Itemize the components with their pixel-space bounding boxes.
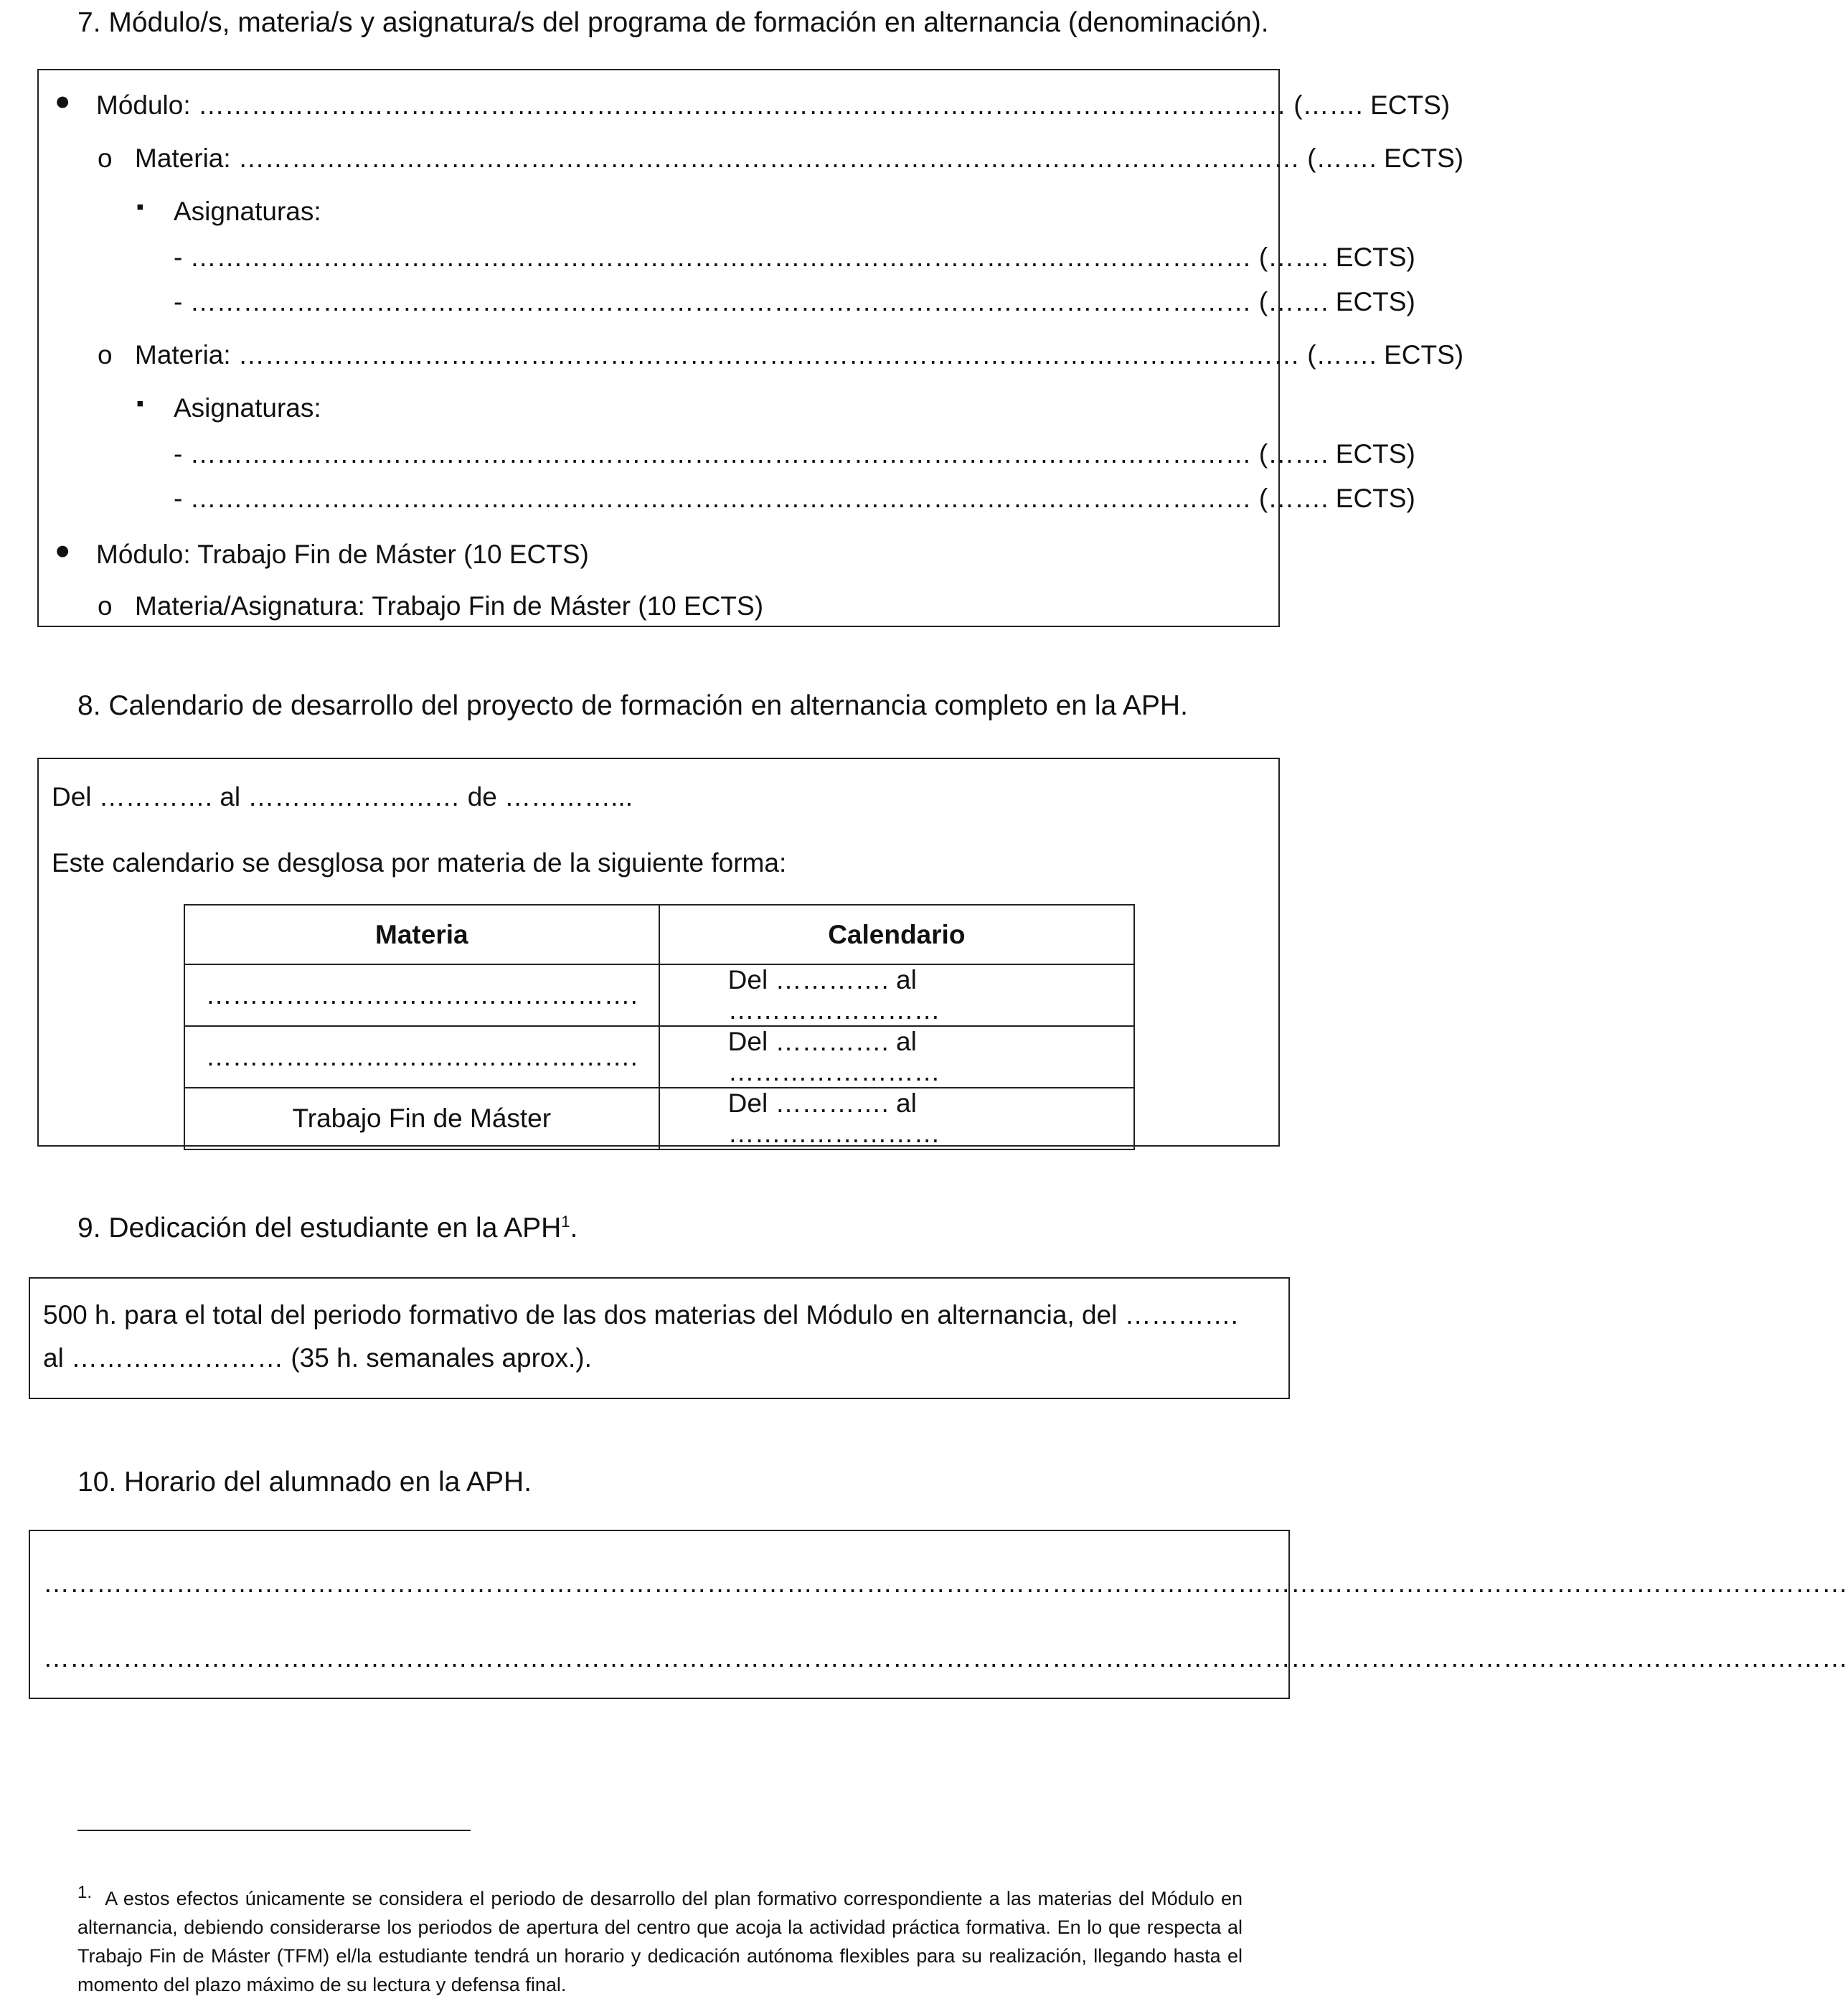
- asignaturas-label-1: Asignaturas:: [174, 197, 321, 226]
- schedule-line-2: ……………………………………………………………………………………………………………………………………………………………………………………: [43, 1643, 1848, 1673]
- bullet-dot-icon: ●: [55, 535, 71, 565]
- section-9-heading-end: .: [570, 1213, 578, 1243]
- asignatura-line-2: - ………………………………………………………………………………………………………… (……. ECTS): [174, 287, 1415, 316]
- bullet-dot-icon: ●: [55, 86, 71, 116]
- section-9-heading-text: 9. Dedicación del estudiante en la APH: [77, 1213, 562, 1243]
- footnote-ref: 1: [561, 1213, 570, 1231]
- section-7-box: [37, 69, 1464, 627]
- table-cell-materia: ………………………………………….: [184, 1026, 659, 1088]
- asignatura-line-3: - ………………………………………………………………………………………………………… (……. ECTS): [174, 439, 1415, 469]
- asignatura-line-1: - ………………………………………………………………………………………………………… (……. ECTS): [174, 243, 1415, 272]
- bullet-square-icon: ▪: [136, 195, 144, 219]
- table-cell-materia: Trabajo Fin de Máster: [184, 1088, 659, 1149]
- module-line-1: Módulo: …………………………………………………………………………………………………………… (……. ECTS): [96, 90, 1451, 120]
- materia-line-tfm: Materia/Asignatura: Trabajo Fin de Máster (10 ECTS): [135, 591, 764, 621]
- table-cell-calendario: Del …………. al ……………………: [659, 964, 1134, 1026]
- dedication-text-line-2: al …………………… (35 h. semanales aprox.).: [43, 1343, 592, 1373]
- dedication-text-line-1: 500 h. para el total del periodo formativo de las dos materias del Módulo en alternancia, del ………….: [43, 1300, 1238, 1330]
- footnote-separator: [77, 1830, 471, 1831]
- section-9-box: [29, 1277, 1290, 1399]
- bullet-square-icon: ▪: [136, 392, 144, 415]
- footnote-mark: 1.: [77, 1883, 93, 1902]
- footnote: [77, 1878, 1243, 1999]
- bullet-circle-icon: o: [98, 144, 113, 173]
- section-10-box: [29, 1530, 1848, 1699]
- bullet-circle-icon: o: [98, 340, 113, 370]
- table-row: [184, 1026, 1134, 1088]
- column-header-materia: Materia: [184, 905, 659, 964]
- section-10-heading: 10. Horario del alumnado en la APH.: [77, 1467, 532, 1497]
- section-9-heading: [77, 1213, 578, 1244]
- table-cell-calendario: Del …………. al ……………………: [659, 1026, 1134, 1088]
- asignatura-line-4: - ………………………………………………………………………………………………………… (……. ECTS): [174, 484, 1415, 513]
- bullet-circle-icon: o: [98, 591, 113, 621]
- materia-line-2: Materia: ………………………………………………………………………………………………………… (……. ECTS): [135, 340, 1464, 370]
- table-cell-materia: ………………………………………….: [184, 964, 659, 1026]
- table-cell-calendario: Del …………. al ……………………: [659, 1088, 1134, 1149]
- section-8-box: [37, 758, 1280, 1147]
- module-line-tfm: Módulo: Trabajo Fin de Máster (10 ECTS): [96, 540, 589, 569]
- section-8-heading: 8. Calendario de desarrollo del proyecto de formación en alternancia completo en la APH.: [77, 690, 1188, 721]
- schedule-line-1: ……………………………………………………………………………………………………………………………………………………………………………………: [43, 1568, 1848, 1598]
- table-header-row: [184, 905, 1134, 964]
- calendar-desglose-text: Este calendario se desglosa por materia de la siguiente forma:: [52, 848, 787, 878]
- calendar-table: [184, 904, 1135, 1150]
- footnote-text: A estos efectos únicamente se considera el periodo de desarrollo del plan formativo correspondiente a las materias del Módulo en alternancia, debiendo considerarse los periodos de apertura del centro que acoja la actividad práctica formativa. En lo que respecta al Trabajo Fin de Máster (TFM) el/la estudiante tendrá un horario y dedicación autónoma flexibles para su realización, llegando hasta el momento del plazo máximo de su lectura y defensa final.: [77, 1888, 1243, 1995]
- materia-line-1: Materia: ………………………………………………………………………………………………………… (……. ECTS): [135, 144, 1464, 173]
- table-row: [184, 964, 1134, 1026]
- asignaturas-label-2: Asignaturas:: [174, 393, 321, 423]
- table-row: [184, 1088, 1134, 1149]
- section-7-heading: 7. Módulo/s, materia/s y asignatura/s del programa de formación en alternancia (denominación).: [77, 7, 1269, 38]
- column-header-calendario: Calendario: [659, 905, 1134, 964]
- calendar-range: Del …………. al …………………… de …………...: [52, 782, 633, 812]
